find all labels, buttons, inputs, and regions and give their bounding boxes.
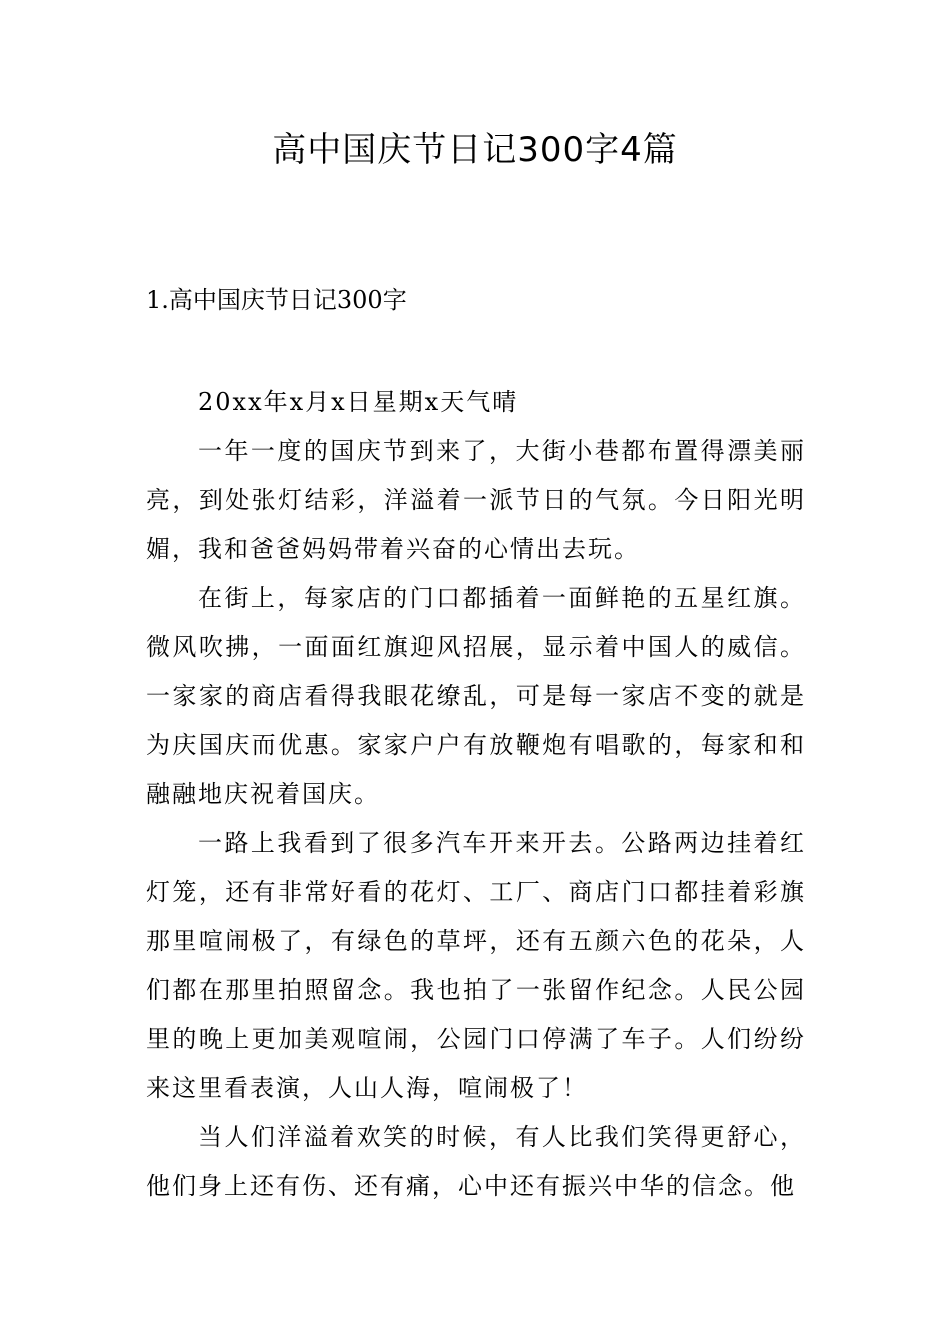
paragraph: 在街上，每家店的门口都插着一面鲜艳的五星红旗。微风吹拂，一面面红旗迎风招展，显示着中国人的威信。一家家的商店看得我眼花缭乱，可是每一家店不变的就是为庆国庆而优惠。家家户户有放鞭炮有唱歌的，每家和和融融地庆祝着国庆。 <box>146 584 806 808</box>
diary-date-line: 20xx年x月x日星期x天气晴 <box>198 388 519 416</box>
diary-body <box>146 378 806 1211</box>
section-heading: 1.高中国庆节日记300字 <box>146 286 407 314</box>
document-title: 高中国庆节日记300字4篇 <box>272 130 678 170</box>
paragraph: 一路上我看到了很多汽车开来开去。公路两边挂着红灯笼，还有非常好看的花灯、工厂、商店门口都挂着彩旗那里喧闹极了，有绿色的草坪，还有五颜六色的花朵，人们都在那里拍照留念。我也拍了一张留作纪念。人民公园里的晚上更加美观喧闹，公园门口停满了车子。人们纷纷来这里看表演，人山人海，喧闹极了！ <box>146 829 806 1102</box>
paragraph: 当人们洋溢着欢笑的时候，有人比我们笑得更舒心，他们身上还有伤、还有痛，心中还有振兴中华的信念。他 <box>146 1123 806 1200</box>
paragraph: 一年一度的国庆节到来了，大街小巷都布置得漂美丽亮，到处张灯结彩，洋溢着一派节日的气氛。今日阳光明媚，我和爸爸妈妈带着兴奋的心情出去玩。 <box>146 437 806 563</box>
